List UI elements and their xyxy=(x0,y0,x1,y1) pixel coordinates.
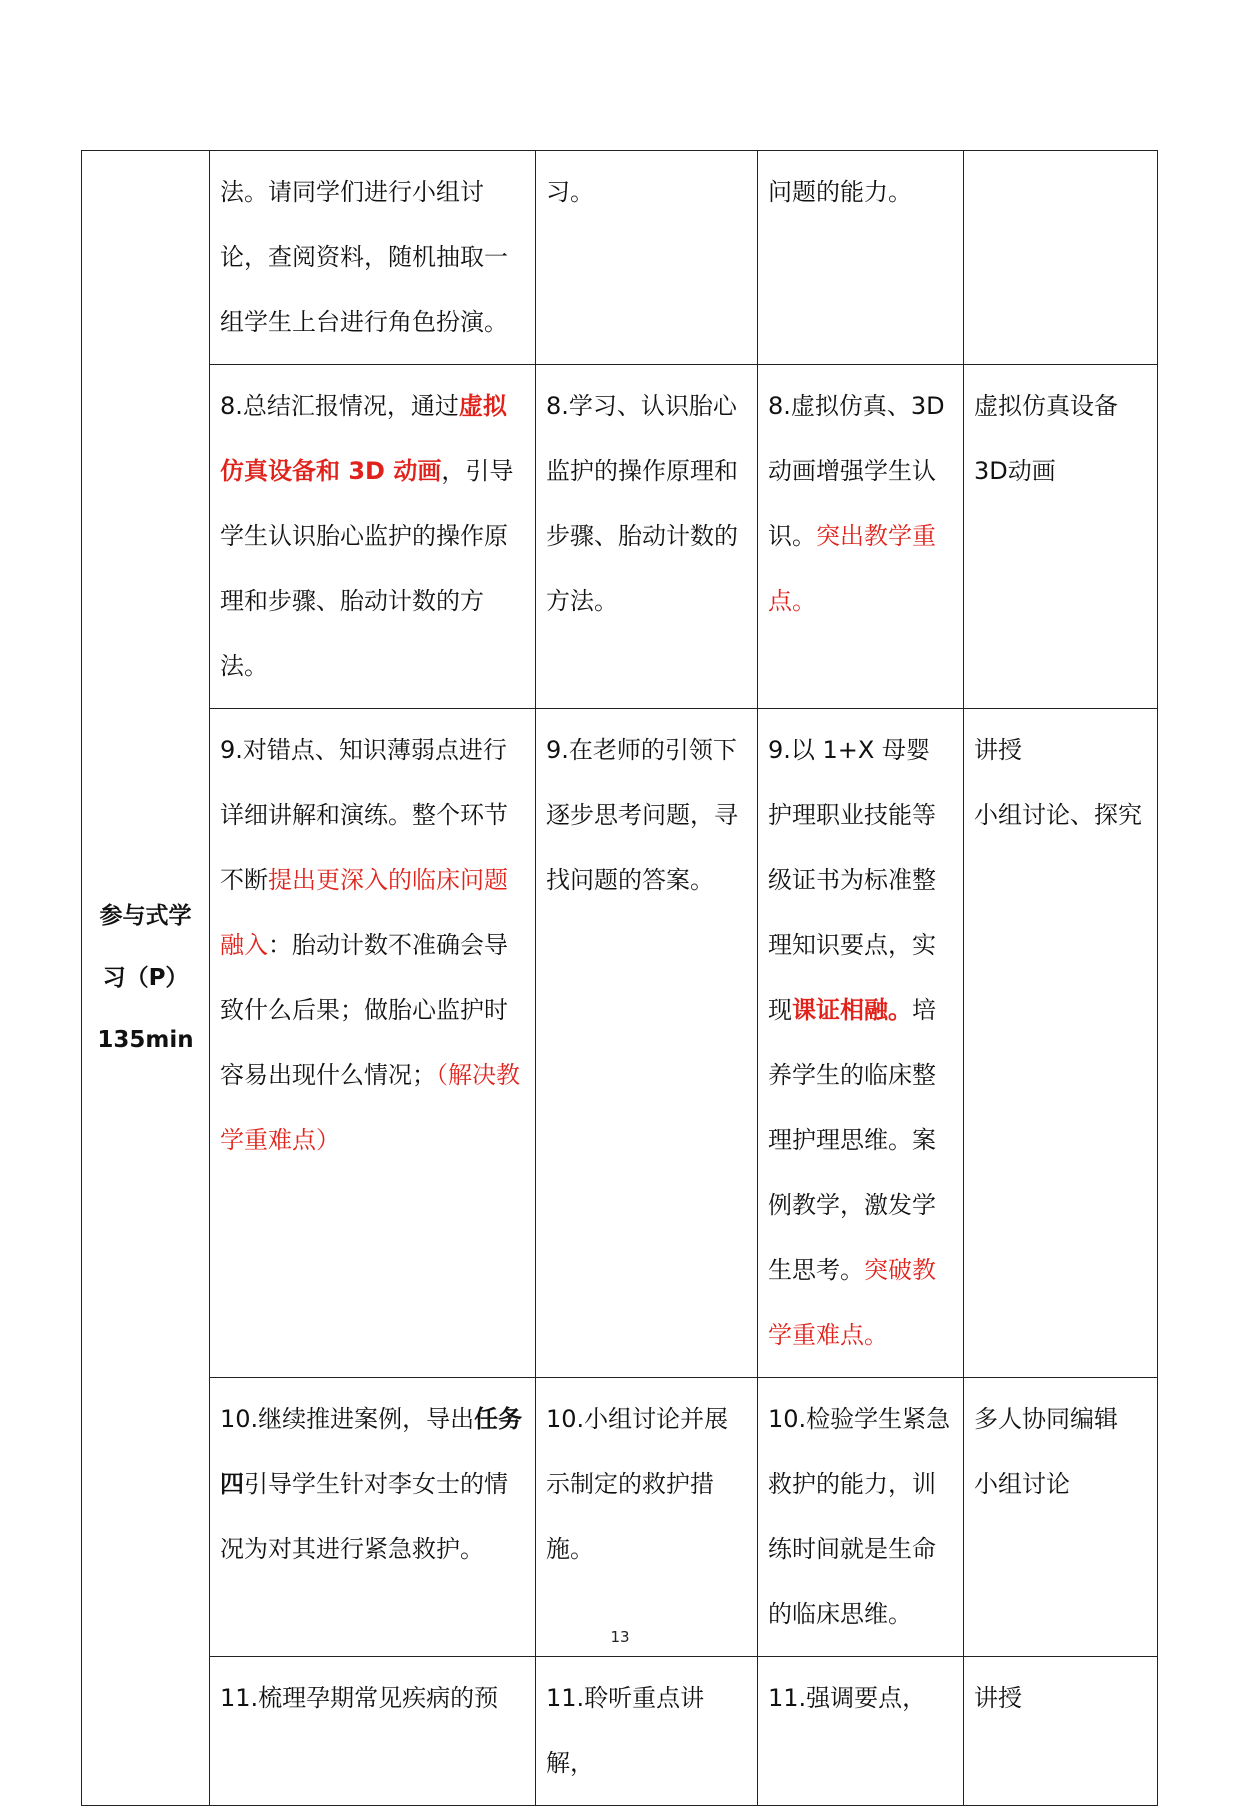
teaching-method-cell xyxy=(964,1378,1158,1657)
design-intent-cell xyxy=(758,151,964,365)
table-body xyxy=(82,151,1158,1806)
student-activity-cell xyxy=(536,1657,758,1806)
text-segment: 11.聆听重点讲解， xyxy=(546,1684,705,1777)
teaching-method-cell xyxy=(964,1657,1158,1806)
text-segment: 10.继续推进案例，导出 xyxy=(220,1405,475,1433)
method-item: 多人协同编辑 xyxy=(974,1405,1118,1433)
text-segment: 10.检验学生紧急救护的能力，训练时间就是生命的临床思维。 xyxy=(768,1405,951,1628)
phase-cell xyxy=(82,151,210,1806)
method-item: 小组讨论、探究 xyxy=(974,801,1142,829)
phase-duration: 135min xyxy=(97,1027,194,1053)
text-segment: 11.强调要点， xyxy=(768,1684,927,1712)
student-activity-cell xyxy=(536,151,758,365)
method-item: 虚拟仿真设备 xyxy=(974,392,1118,420)
student-activity-cell xyxy=(536,365,758,709)
text-segment: 任务四 xyxy=(220,1405,523,1498)
teaching-method-cell xyxy=(964,365,1158,709)
table-row xyxy=(82,709,1158,1378)
phase-title-line1: 参与式学 xyxy=(99,903,192,929)
teacher-activity-cell xyxy=(210,365,536,709)
teacher-activity-cell xyxy=(210,1378,536,1657)
text-segment: 习。 xyxy=(546,178,594,206)
text-segment: 8.学习、认识胎心监护的操作原理和步骤、胎动计数的方法。 xyxy=(546,392,738,615)
student-activity-cell xyxy=(536,1378,758,1657)
teacher-activity-cell xyxy=(210,1657,536,1806)
student-activity-cell xyxy=(536,709,758,1378)
teacher-activity-cell xyxy=(210,151,536,365)
method-item: 讲授 xyxy=(974,1684,1022,1712)
teaching-method-cell xyxy=(964,151,1158,365)
teacher-activity-cell xyxy=(210,709,536,1378)
text-segment: 9.在老师的引领下逐步思考问题，寻找问题的答案。 xyxy=(546,736,738,894)
design-intent-cell xyxy=(758,1378,964,1657)
text-segment: ：胎动计数不准确会导致什么后果；做胎心监护时容易出现什么情况； xyxy=(220,931,508,1089)
text-segment: 提出更深入的临床问题融入 xyxy=(220,866,508,959)
text-segment: 8.虚拟仿真、3D 动画增强学生认识。 xyxy=(768,392,945,550)
text-segment: 法。请同学们进行小组讨论，查阅资料，随机抽取一组学生上台进行角色扮演。 xyxy=(220,178,508,336)
design-intent-cell xyxy=(758,709,964,1378)
page-number: 13 xyxy=(610,1628,630,1646)
table-row xyxy=(82,1657,1158,1806)
design-intent-cell xyxy=(758,365,964,709)
teaching-method-cell xyxy=(964,709,1158,1378)
text-segment: 引导学生针对李女士的情况为对其进行紧急救护。 xyxy=(220,1470,508,1563)
method-item: 3D动画 xyxy=(974,457,1056,485)
text-segment: 9.以 1+X 母婴护理职业技能等级证书为标准整理知识要点，实现 xyxy=(768,736,936,1024)
design-intent-cell xyxy=(758,1657,964,1806)
text-segment: ，引导学生认识胎心监护的操作原理和步骤、胎动计数的方法。 xyxy=(220,457,514,680)
text-segment: 9.对错点、知识薄弱点进行详细讲解和演练。整个环节不断 xyxy=(220,736,508,894)
text-segment: 突出教学重点。 xyxy=(768,522,936,615)
table-row xyxy=(82,151,1158,365)
text-segment: 培养学生的临床整理护理思维。案例教学，激发学生思考。 xyxy=(768,996,936,1284)
method-item: 小组讨论 xyxy=(974,1470,1070,1498)
table-row xyxy=(82,365,1158,709)
text-segment: 10.小组讨论并展示制定的救护措施。 xyxy=(546,1405,729,1563)
text-segment: 问题的能力。 xyxy=(768,178,912,206)
method-item: 讲授 xyxy=(974,736,1022,764)
text-segment: 突破教学重难点。 xyxy=(768,1256,936,1349)
text-segment: 课证相融。 xyxy=(792,996,912,1024)
text-segment: 虚拟仿真设备和 3D 动画 xyxy=(220,392,507,485)
text-segment: 11.梳理孕期常见疾病的预 xyxy=(220,1684,499,1712)
lesson-plan-table xyxy=(81,150,1158,1806)
table-row xyxy=(82,1378,1158,1657)
text-segment: （解决教学重难点） xyxy=(220,1061,520,1154)
text-segment: 8.总结汇报情况，通过 xyxy=(220,392,459,420)
phase-title-line2: 习（P） xyxy=(102,965,189,991)
